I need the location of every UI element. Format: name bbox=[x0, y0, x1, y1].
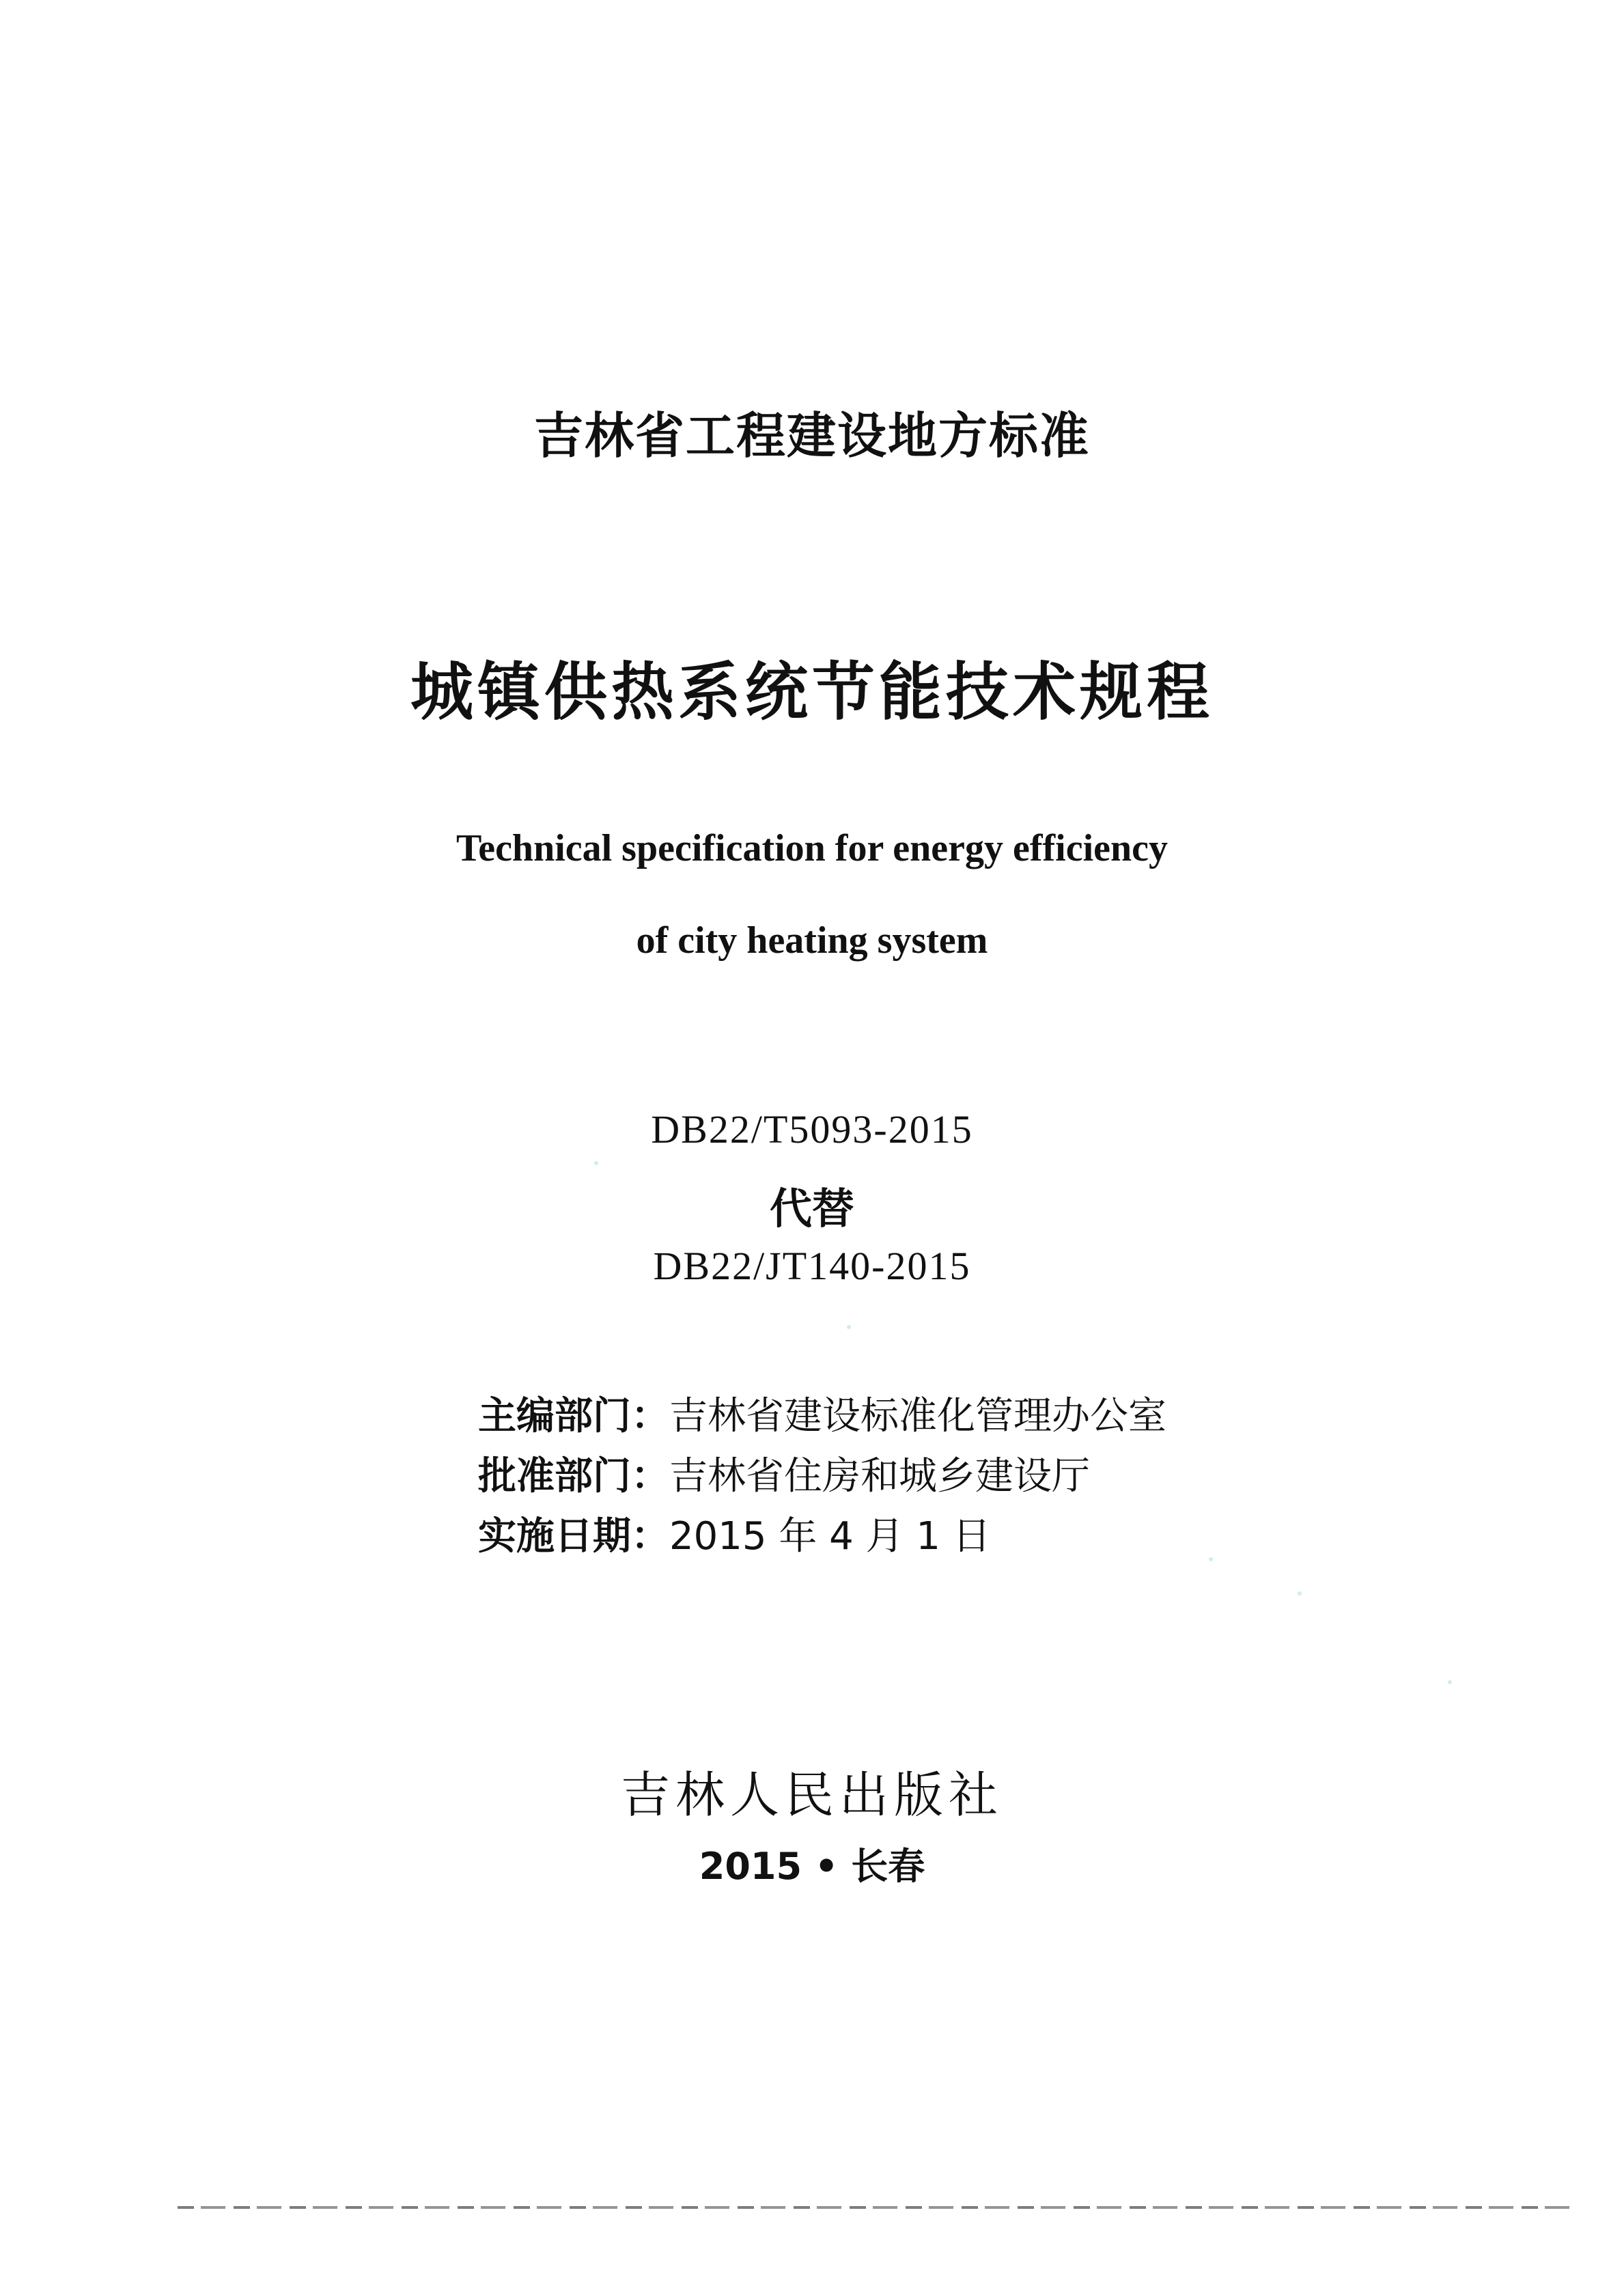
publisher: 吉林人民出版社 bbox=[620, 1766, 1003, 1824]
title-english-line-2: of city heating system bbox=[636, 919, 988, 962]
effective-date-row bbox=[478, 1507, 1166, 1567]
meta-label: 批准部门： bbox=[478, 1454, 669, 1499]
editor-department-row bbox=[478, 1386, 1166, 1447]
replaced-standard-number: DB22/JT140-2015 bbox=[653, 1244, 971, 1288]
scan-speck bbox=[1298, 1591, 1302, 1595]
title-chinese: 城镇供热系统节能技术规程 bbox=[410, 656, 1214, 729]
publish-year-place: 2015 • 长春 bbox=[699, 1845, 925, 1888]
standard-category: 吉林省工程建设地方标准 bbox=[533, 407, 1090, 464]
title-english-line-1: Technical specification for energy efficiency bbox=[456, 827, 1168, 869]
metadata-block bbox=[478, 1386, 1166, 1567]
replaces-label: 代替 bbox=[769, 1184, 854, 1233]
scan-artifact-line bbox=[178, 2206, 1571, 2209]
scan-speck bbox=[594, 1161, 598, 1165]
meta-label: 主编部门： bbox=[478, 1394, 669, 1438]
meta-label: 实施日期： bbox=[478, 1514, 669, 1559]
standard-number: DB22/T5093-2015 bbox=[651, 1107, 973, 1152]
scan-speck bbox=[1209, 1557, 1213, 1561]
scan-speck bbox=[1448, 1680, 1452, 1684]
meta-value: 2015 年 4 月 1 日 bbox=[669, 1514, 991, 1559]
approval-department-row bbox=[478, 1447, 1166, 1507]
meta-value: 吉林省住房和城乡建设厅 bbox=[669, 1454, 1090, 1499]
scan-speck bbox=[847, 1325, 851, 1329]
meta-value: 吉林省建设标准化管理办公室 bbox=[669, 1394, 1166, 1438]
